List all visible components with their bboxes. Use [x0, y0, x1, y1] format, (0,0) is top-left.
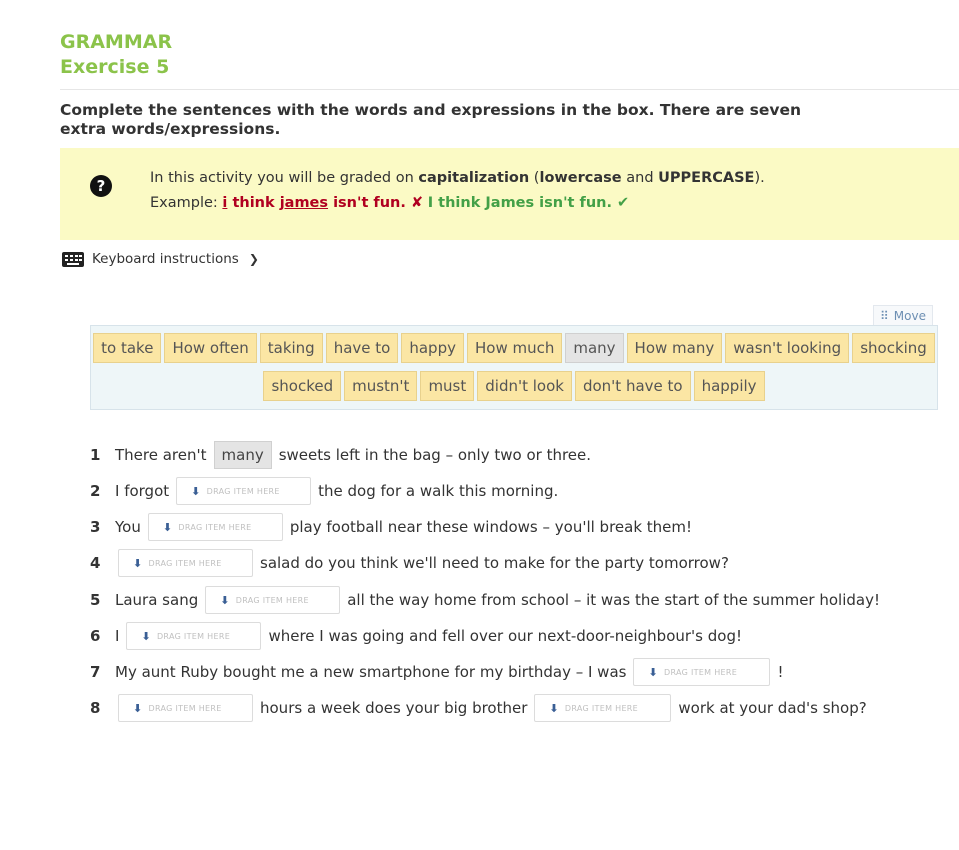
keyboard-instructions-toggle[interactable]	[62, 251, 259, 267]
word-bank	[90, 325, 938, 410]
word-chip[interactable]: How much	[467, 333, 562, 363]
word-chip[interactable]: happily	[694, 371, 765, 401]
word-chip[interactable]: don't have to	[575, 371, 691, 401]
download-arrow-icon: ⬇	[648, 665, 658, 679]
sentence-4	[90, 546, 729, 580]
drop-zone[interactable]: ⬇ DRAG ITEM HERE	[176, 477, 311, 505]
word-chip[interactable]: mustn't	[344, 371, 417, 401]
sentence-text: salad do you think we'll need to make for the party tomorrow?	[260, 554, 729, 572]
word-chip[interactable]: How many	[627, 333, 723, 363]
sentence-1	[90, 438, 591, 472]
grading-notice	[60, 148, 959, 240]
move-label: Move	[893, 309, 926, 323]
word-chip[interactable]: happy	[401, 333, 464, 363]
download-arrow-icon: ⬇	[549, 701, 559, 715]
word-chip[interactable]: How often	[164, 333, 256, 363]
drop-zone[interactable]: ⬇ DRAG ITEM HERE	[118, 549, 253, 577]
section-title: GRAMMAR	[60, 31, 173, 53]
sentence-text: There aren't	[115, 446, 207, 464]
instructions: Complete the sentences with the words and expressions in the box. There are seven extra words/expressions.	[60, 101, 801, 138]
sentence-number: 6	[90, 627, 101, 645]
chevron-down-icon: ❯	[248, 252, 259, 266]
keyboard-instructions-label: Keyboard instructions	[92, 251, 239, 267]
download-arrow-icon: ⬇	[133, 701, 143, 715]
sentence-text: where I was going and fell over our next-door-neighbour's dog!	[268, 627, 742, 645]
sentence-text: all the way home from school – it was the start of the summer holiday!	[347, 591, 880, 609]
sentence-7	[90, 655, 783, 689]
sentence-text: the dog for a walk this morning.	[318, 482, 559, 500]
sentence-text: I	[115, 627, 120, 645]
sentence-number: 5	[90, 591, 101, 609]
sentence-text: I forgot	[115, 482, 170, 500]
drop-zone[interactable]: ⬇ DRAG ITEM HERE	[126, 622, 261, 650]
word-chip[interactable]: taking	[260, 333, 323, 363]
sentence-8	[90, 691, 867, 725]
word-chip[interactable]: shocking	[852, 333, 935, 363]
sentence-5	[90, 583, 880, 617]
sentence-3	[90, 510, 692, 544]
sentence-2	[90, 474, 558, 508]
drop-zone[interactable]: ⬇ DRAG ITEM HERE	[633, 658, 770, 686]
sentence-number: 3	[90, 518, 101, 536]
download-arrow-icon: ⬇	[191, 484, 201, 498]
drop-zone[interactable]: ⬇ DRAG ITEM HERE	[205, 586, 340, 614]
sentence-text: hours a week does your big brother	[260, 699, 528, 717]
drop-zone[interactable]: ⬇ DRAG ITEM HERE	[534, 694, 671, 722]
divider	[60, 89, 959, 90]
sentence-text: My aunt Ruby bought me a new smartphone for my birthday – I was	[115, 663, 627, 681]
sentence-text: Laura sang	[115, 591, 199, 609]
exercise-subtitle: Exercise 5	[60, 56, 170, 78]
sentence-text: work at your dad's shop?	[678, 699, 867, 717]
download-arrow-icon: ⬇	[141, 629, 151, 643]
check-icon: ✔	[612, 195, 630, 211]
word-chip[interactable]: to take	[93, 333, 161, 363]
notice-line-1: In this activity you will be graded on capitalization (lowercase and UPPERCASE).	[150, 170, 765, 186]
keyboard-icon	[62, 252, 84, 267]
right-example: I think James isn't fun. ✔	[427, 195, 630, 211]
word-chip[interactable]: didn't look	[477, 371, 572, 401]
drop-zone[interactable]: ⬇ DRAG ITEM HERE	[118, 694, 253, 722]
sentence-number: 2	[90, 482, 101, 500]
sentence-number: 1	[90, 446, 101, 464]
sentence-text: !	[777, 663, 784, 681]
word-chip-used[interactable]: many	[565, 333, 623, 363]
download-arrow-icon: ⬇	[220, 593, 230, 607]
download-arrow-icon: ⬇	[162, 520, 173, 534]
filled-answer[interactable]: many	[214, 441, 272, 469]
word-chip[interactable]: have to	[326, 333, 399, 363]
word-chip[interactable]: must	[420, 371, 474, 401]
word-chip[interactable]: shocked	[263, 371, 341, 401]
notice-example: Example: i think james isn't fun. ✘ I think James isn't fun. ✔	[150, 195, 630, 211]
sentence-6	[90, 619, 742, 653]
move-handle[interactable]	[873, 305, 933, 326]
drag-handle-icon: ⠿	[880, 309, 889, 323]
cross-icon: ✘	[405, 195, 424, 211]
exercise-title	[60, 30, 172, 80]
sentence-text: play football near these windows – you'll break them!	[289, 518, 693, 536]
sentence-number: 8	[90, 699, 101, 717]
sentence-number: 7	[90, 663, 101, 681]
download-arrow-icon: ⬇	[133, 556, 143, 570]
drop-zone[interactable]: ⬇ DRAG ITEM HERE	[148, 513, 283, 541]
sentence-text: sweets left in the bag – only two or three.	[278, 446, 592, 464]
wrong-example: i think james isn't fun. ✘	[222, 195, 424, 211]
word-bank-row-1	[91, 333, 937, 363]
word-chip[interactable]: wasn't looking	[725, 333, 849, 363]
notice-text	[150, 166, 765, 216]
sentence-text: You	[115, 518, 141, 536]
sentence-number: 4	[90, 554, 101, 572]
word-bank-row-2	[91, 371, 937, 401]
question-circle-icon: ?	[90, 175, 112, 197]
